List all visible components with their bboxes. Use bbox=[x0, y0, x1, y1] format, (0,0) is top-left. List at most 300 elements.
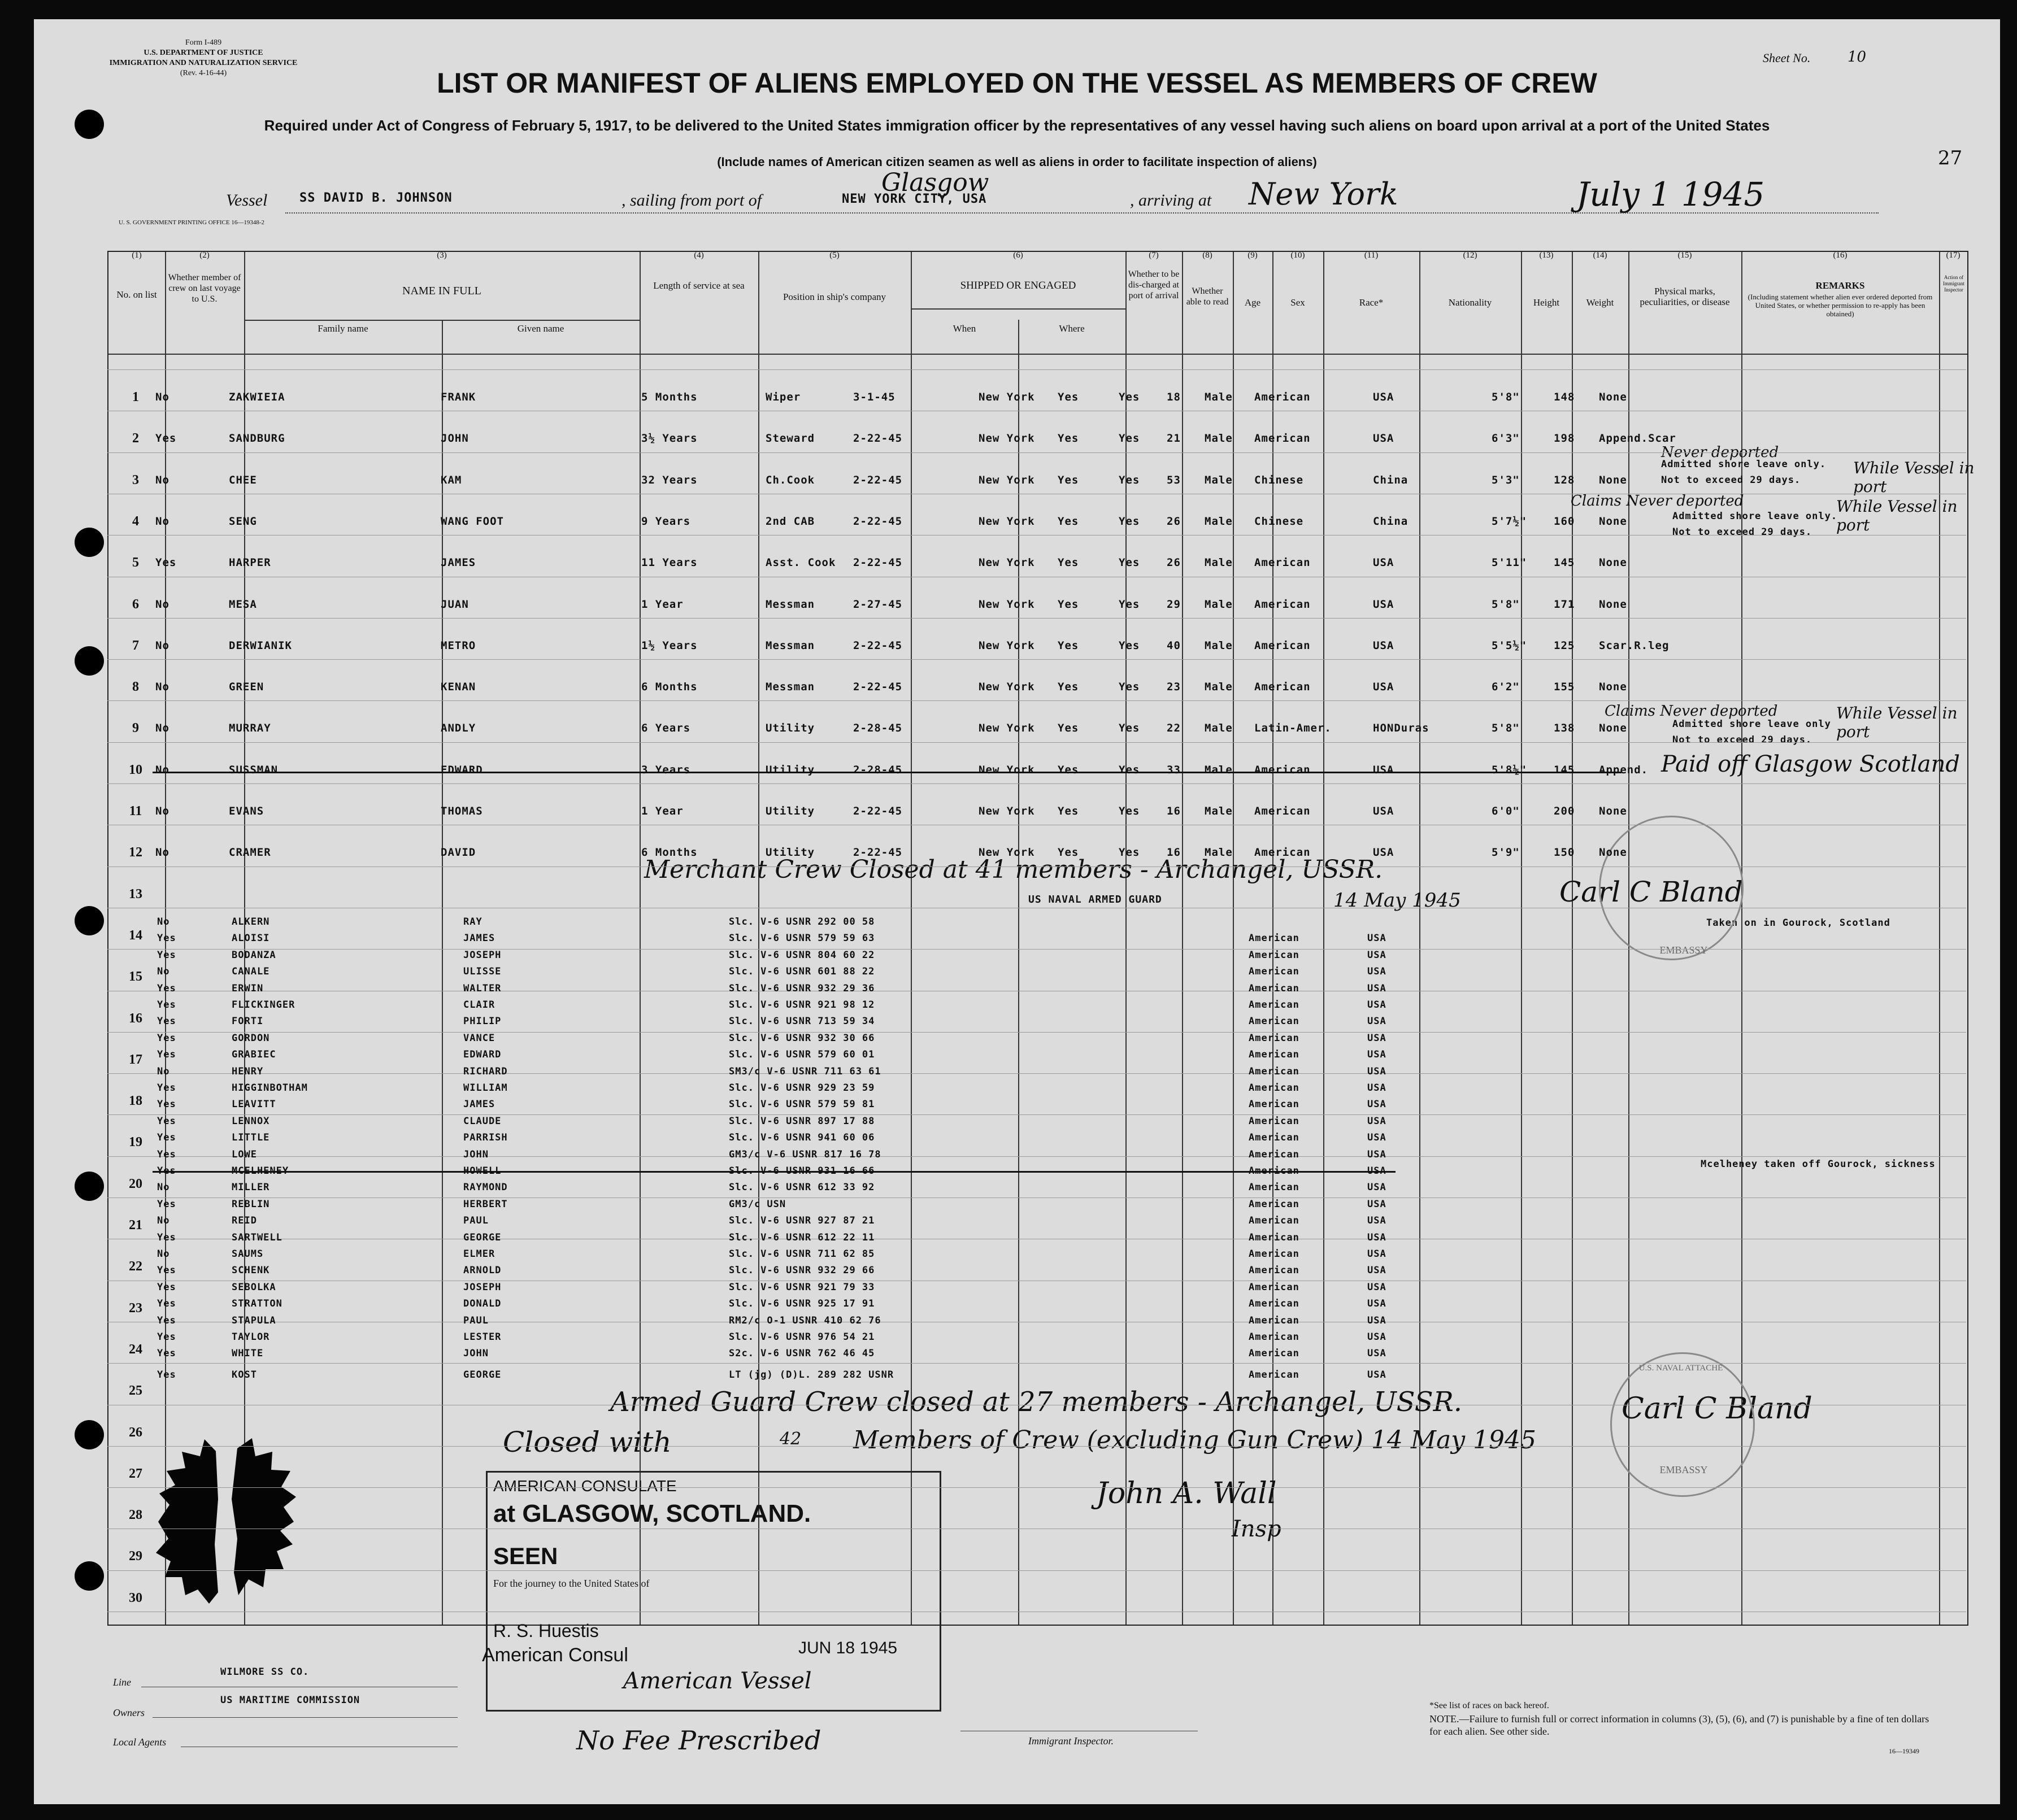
crew-marks: None bbox=[1599, 556, 1627, 569]
crew-race: American bbox=[1254, 639, 1311, 652]
crew-given: JUAN bbox=[441, 598, 469, 611]
row-number: 2 bbox=[132, 431, 139, 446]
crew-disch: Yes bbox=[1058, 432, 1079, 445]
crew-sex: Male bbox=[1205, 556, 1233, 569]
guard-given: PARRISH bbox=[463, 1132, 508, 1144]
armed-guard-heading: US NAVAL ARMED GUARD bbox=[1028, 894, 1162, 905]
guard-race: American bbox=[1249, 1099, 1299, 1111]
crew-race: Chinese bbox=[1254, 473, 1304, 486]
guard-nat: USA bbox=[1367, 1348, 1386, 1360]
crew-disch: Yes bbox=[1058, 391, 1079, 403]
column-number: (12) bbox=[1463, 251, 1477, 260]
row-line bbox=[107, 949, 1966, 950]
guard-nat: USA bbox=[1367, 1298, 1386, 1310]
vessel-label: Vessel bbox=[226, 191, 268, 210]
column-number: (14) bbox=[1593, 251, 1607, 260]
crew-length: 9 Years bbox=[641, 515, 691, 528]
column-number: (13) bbox=[1539, 251, 1554, 260]
guard-race: American bbox=[1249, 1215, 1299, 1227]
crew-sex: Male bbox=[1205, 681, 1233, 694]
crew-prev: No bbox=[155, 846, 169, 859]
crew-length: 6 Months bbox=[641, 681, 698, 694]
inspector-title: Insp bbox=[1232, 1516, 1281, 1542]
header-name: NAME IN FULL bbox=[402, 285, 481, 297]
remark-mcelheney: Mcelheney taken off Gourock, sickness bbox=[1701, 1159, 1936, 1170]
row-number: 14 bbox=[129, 928, 142, 943]
guard-given: DONALD bbox=[463, 1298, 502, 1310]
guard-pos: Slc. V-6 USNR 612 22 11 bbox=[729, 1231, 875, 1243]
guard-pos: S2c. V-6 USNR 762 46 45 bbox=[729, 1348, 875, 1360]
crew-nat: USA bbox=[1373, 763, 1394, 776]
row-number: 17 bbox=[129, 1052, 142, 1067]
guard-nat: USA bbox=[1367, 982, 1386, 994]
crew-position: Ch.Cook bbox=[766, 473, 815, 486]
guard-family: STRATTON bbox=[232, 1298, 282, 1310]
owners-rule bbox=[153, 1717, 458, 1718]
crew-length: 6 Years bbox=[641, 722, 691, 735]
crew-where: New York bbox=[979, 391, 1035, 403]
crew-height: 5'3" bbox=[1492, 473, 1520, 486]
header-no-on-list: No. on list bbox=[116, 289, 157, 300]
guard-nat: USA bbox=[1367, 1082, 1386, 1094]
row-line bbox=[107, 1446, 1966, 1447]
guard-family: HIGGINBOTHAM bbox=[232, 1082, 308, 1094]
guard-nat: USA bbox=[1367, 1265, 1386, 1277]
crew-given: THOMAS bbox=[441, 805, 483, 817]
guard-prev: No bbox=[157, 916, 170, 928]
crew-sex: Male bbox=[1205, 722, 1233, 735]
guard-family: STAPULA bbox=[232, 1314, 276, 1326]
crew-nat: USA bbox=[1373, 805, 1394, 817]
crew-where: New York bbox=[979, 805, 1035, 817]
row-number: 21 bbox=[129, 1218, 142, 1233]
punch-hole bbox=[75, 528, 104, 557]
row-line bbox=[107, 1487, 1966, 1488]
row-line bbox=[107, 1073, 1966, 1074]
officer-nationality: USA bbox=[1367, 1369, 1386, 1381]
crew-when: 2-22-45 bbox=[853, 515, 903, 528]
guard-pos: Slc. V-6 USNR 932 29 36 bbox=[729, 982, 875, 994]
crew-read: Yes bbox=[1119, 556, 1140, 569]
crew-age: 21 bbox=[1167, 432, 1181, 445]
crew-prev: No bbox=[155, 391, 169, 403]
guard-pos: Slc. V-6 USNR 932 30 66 bbox=[729, 1032, 875, 1044]
crew-prev: Yes bbox=[155, 432, 177, 445]
guard-given: JAMES bbox=[463, 1099, 495, 1111]
crew-read: Yes bbox=[1119, 598, 1140, 611]
crew-race: American bbox=[1254, 432, 1311, 445]
no-fee-prescribed: No Fee Prescribed bbox=[576, 1725, 821, 1756]
crew-read: Yes bbox=[1119, 763, 1140, 776]
header-read: Whether able to read bbox=[1186, 286, 1229, 307]
owners-value: US MARITIME COMMISSION bbox=[220, 1695, 360, 1706]
crew-length: 11 Years bbox=[641, 556, 698, 569]
crew-given: EDWARD bbox=[441, 763, 483, 776]
agents-label: Local Agents bbox=[113, 1736, 167, 1748]
crew-race: American bbox=[1254, 846, 1311, 859]
guard-family: REBLIN bbox=[232, 1198, 270, 1210]
crew-family: SENG bbox=[229, 515, 257, 528]
guard-family: BODANZA bbox=[232, 949, 276, 961]
closed-with: Closed with bbox=[503, 1426, 672, 1458]
guard-race: American bbox=[1249, 1148, 1299, 1160]
crew-disch: Yes bbox=[1058, 722, 1079, 735]
guard-given: RAYMOND bbox=[463, 1182, 508, 1194]
remark-not-exceed: Not to exceed 29 days. bbox=[1661, 474, 1801, 486]
row-number: 5 bbox=[132, 555, 139, 571]
remark-claims: Claims Never deported bbox=[1605, 703, 1778, 720]
guard-prev: Yes bbox=[157, 1314, 176, 1326]
guard-prev: No bbox=[157, 966, 170, 978]
guard-prev: No bbox=[157, 1215, 170, 1227]
crew-position: Messman bbox=[766, 681, 815, 694]
guard-given: JOHN bbox=[463, 1348, 489, 1360]
guard-race: American bbox=[1249, 1049, 1299, 1061]
crew-nat: HONDuras bbox=[1373, 722, 1429, 735]
row-number: 22 bbox=[129, 1259, 142, 1274]
embassy-seal bbox=[1599, 816, 1744, 960]
crew-age: 22 bbox=[1167, 722, 1181, 735]
guard-nat: USA bbox=[1367, 1215, 1386, 1227]
guard-given: PHILIP bbox=[463, 1016, 502, 1027]
crew-nat: China bbox=[1373, 473, 1409, 486]
stamp-consul-name: R. S. Huestis bbox=[493, 1621, 599, 1641]
row-number: 24 bbox=[129, 1342, 142, 1357]
crew-given: METRO bbox=[441, 639, 476, 652]
guard-race: American bbox=[1249, 1082, 1299, 1094]
guard-given: ULISSE bbox=[463, 966, 502, 978]
guard-nat: USA bbox=[1367, 1248, 1386, 1260]
column-number: (17) bbox=[1946, 251, 1961, 260]
crew-height: 6'3" bbox=[1492, 432, 1520, 445]
header-height: Height bbox=[1533, 297, 1560, 308]
guard-race: American bbox=[1249, 1265, 1299, 1277]
crew-when: 2-22-45 bbox=[853, 473, 903, 486]
crew-where: New York bbox=[979, 556, 1035, 569]
crew-family: ZAKWIEIA bbox=[229, 391, 285, 403]
crew-position: 2nd CAB bbox=[766, 515, 815, 528]
guard-given: JOSEPH bbox=[463, 949, 502, 961]
crew-position: Utility bbox=[766, 722, 815, 735]
row-number: 27 bbox=[129, 1466, 142, 1481]
crew-prev: No bbox=[155, 681, 169, 694]
guard-family: SCHENK bbox=[232, 1265, 270, 1277]
members-of-crew: Members of Crew (excluding Gun Crew) 14 May 1945 bbox=[853, 1426, 1537, 1455]
crew-race: American bbox=[1254, 763, 1311, 776]
row-number: 12 bbox=[129, 845, 142, 860]
guard-given: WILLIAM bbox=[463, 1082, 508, 1094]
guard-nat: USA bbox=[1367, 1115, 1386, 1127]
guard-pos: Slc. V-6 USNR 579 60 01 bbox=[729, 1049, 875, 1061]
crew-nat: China bbox=[1373, 515, 1409, 528]
row-number: 23 bbox=[129, 1300, 142, 1316]
guard-given: PAUL bbox=[463, 1314, 489, 1326]
crew-family: MESA bbox=[229, 598, 257, 611]
guard-nat: USA bbox=[1367, 1099, 1386, 1111]
guard-nat: USA bbox=[1367, 1032, 1386, 1044]
guard-race: American bbox=[1249, 966, 1299, 978]
row-line bbox=[107, 1114, 1966, 1115]
sheet-label: Sheet No. bbox=[1763, 51, 1811, 65]
penalty-note: NOTE.—Failure to furnish full or correct information in columns (3), (5), (6), and (7) is punishable by a fine of ten dollars for each alien. See other side. bbox=[1429, 1713, 1929, 1737]
guard-pos: Slc. V-6 USNR 804 60 22 bbox=[729, 949, 875, 961]
line-value: WILMORE SS CO. bbox=[220, 1666, 310, 1678]
guard-family: ERWIN bbox=[232, 982, 264, 994]
guard-nat: USA bbox=[1367, 1065, 1386, 1077]
form-service: IMMIGRATION AND NATURALIZATION SERVICE bbox=[109, 59, 298, 67]
guard-given: RICHARD bbox=[463, 1065, 508, 1077]
guard-given: CLAUDE bbox=[463, 1115, 502, 1127]
guard-race: American bbox=[1249, 1231, 1299, 1243]
row-line bbox=[107, 1156, 1966, 1157]
crew-sex: Male bbox=[1205, 432, 1233, 445]
stamp-seen: SEEN bbox=[493, 1543, 558, 1569]
guard-pos: Slc. V-6 USNR 931 16 66 bbox=[729, 1165, 875, 1177]
crew-disch: Yes bbox=[1058, 639, 1079, 652]
guard-pos: Slc. V-6 USNR 927 87 21 bbox=[729, 1215, 875, 1227]
crew-height: 5'8½" bbox=[1492, 763, 1527, 776]
inspector-label: Immigrant Inspector. bbox=[1028, 1735, 1114, 1747]
column-number: (3) bbox=[437, 251, 447, 260]
crew-read: Yes bbox=[1119, 681, 1140, 694]
guard-nat: USA bbox=[1367, 1148, 1386, 1160]
guard-given: JOSEPH bbox=[463, 1281, 502, 1293]
crew-prev: No bbox=[155, 763, 169, 776]
crew-prev: No bbox=[155, 805, 169, 817]
crew-given: DAVID bbox=[441, 846, 476, 859]
crew-sex: Male bbox=[1205, 515, 1233, 528]
crew-position: Steward bbox=[766, 432, 815, 445]
header-given-name: Given name bbox=[517, 323, 564, 334]
guard-pos: Slc. V-6 USNR 925 17 91 bbox=[729, 1298, 875, 1310]
crew-length: 6 Months bbox=[641, 846, 698, 859]
guard-prev: Yes bbox=[157, 1331, 176, 1343]
crew-age: 40 bbox=[1167, 639, 1181, 652]
form-code: 16—19349 bbox=[1889, 1747, 1919, 1755]
header-age: Age bbox=[1244, 297, 1261, 308]
officer-position: LT (jg) (D)L. 289 282 USNR bbox=[729, 1369, 894, 1381]
crew-weight: 160 bbox=[1554, 515, 1575, 528]
guard-pos: Slc. V-6 USNR 711 62 85 bbox=[729, 1248, 875, 1260]
guard-nat: USA bbox=[1367, 1132, 1386, 1144]
guard-race: American bbox=[1249, 949, 1299, 961]
crew-weight: 155 bbox=[1554, 681, 1575, 694]
column-number: (1) bbox=[132, 251, 142, 260]
crew-family: SANDBURG bbox=[229, 432, 285, 445]
remark-paid-off: Paid off Glasgow Scotland bbox=[1661, 751, 1960, 777]
header-race: Race* bbox=[1359, 297, 1384, 308]
guard-race: American bbox=[1249, 1032, 1299, 1044]
crew-length: 1 Year bbox=[641, 805, 684, 817]
crew-race: American bbox=[1254, 598, 1311, 611]
guard-prev: Yes bbox=[157, 1348, 176, 1360]
column-number: (6) bbox=[1013, 251, 1023, 260]
crew-family: CHEE bbox=[229, 473, 257, 486]
punch-hole bbox=[75, 1420, 104, 1449]
naval-seal-text: U.S. NAVAL ATTACHE bbox=[1638, 1364, 1723, 1373]
form-rev: (Rev. 4-16-44) bbox=[180, 69, 227, 77]
guard-given: VANCE bbox=[463, 1032, 495, 1044]
crew-height: 5'8" bbox=[1492, 598, 1520, 611]
crew-height: 5'11" bbox=[1492, 556, 1527, 569]
guard-family: MCELHENEY bbox=[232, 1165, 289, 1177]
guard-prev: Yes bbox=[157, 999, 176, 1011]
crew-when: 2-27-45 bbox=[853, 598, 903, 611]
crew-marks: None bbox=[1599, 722, 1627, 735]
crew-family: DERWIANIK bbox=[229, 639, 292, 652]
crew-prev: No bbox=[155, 639, 169, 652]
guard-race: American bbox=[1249, 1165, 1299, 1177]
header-weight: Weight bbox=[1586, 297, 1614, 308]
crew-age: 26 bbox=[1167, 556, 1181, 569]
header-sex: Sex bbox=[1290, 297, 1305, 308]
crew-prev: Yes bbox=[155, 556, 177, 569]
crew-height: 5'9" bbox=[1492, 846, 1520, 859]
crew-position: Asst. Cook bbox=[766, 556, 836, 569]
header-position: Position in ship's company bbox=[783, 291, 886, 302]
guard-pos: RM2/c O-1 USNR 410 62 76 bbox=[729, 1314, 881, 1326]
remark-never-deported: Never deported bbox=[1661, 444, 1779, 461]
crew-disch: Yes bbox=[1058, 556, 1079, 569]
column-number: (7) bbox=[1149, 251, 1159, 260]
arriving-label: , arriving at bbox=[1130, 191, 1212, 210]
crew-nat: USA bbox=[1373, 391, 1394, 403]
crew-weight: 128 bbox=[1554, 473, 1575, 486]
crew-height: 5'7½" bbox=[1492, 515, 1527, 528]
crew-sex: Male bbox=[1205, 763, 1233, 776]
crew-sex: Male bbox=[1205, 805, 1233, 817]
guard-nat: USA bbox=[1367, 1016, 1386, 1027]
crew-disch: Yes bbox=[1058, 763, 1079, 776]
crew-height: 5'5½" bbox=[1492, 639, 1527, 652]
guard-prev: Yes bbox=[157, 1032, 176, 1044]
guard-race: American bbox=[1249, 933, 1299, 944]
guard-given: ELMER bbox=[463, 1248, 495, 1260]
guard-prev: Yes bbox=[157, 1198, 176, 1210]
crew-family: GREEN bbox=[229, 681, 264, 694]
crew-where: New York bbox=[979, 515, 1035, 528]
guard-prev: No bbox=[157, 1182, 170, 1194]
crew-weight: 198 bbox=[1554, 432, 1575, 445]
guard-nat: USA bbox=[1367, 1182, 1386, 1194]
guard-given: RAY bbox=[463, 916, 482, 928]
form-number: Form I-489 bbox=[185, 38, 222, 47]
column-number: (8) bbox=[1202, 251, 1212, 260]
crew-read: Yes bbox=[1119, 432, 1140, 445]
remark-not-exceed: Not to exceed 29 days. bbox=[1672, 526, 1812, 538]
guard-given: JOHN bbox=[463, 1148, 489, 1160]
guard-given: PAUL bbox=[463, 1215, 489, 1227]
crew-sex: Male bbox=[1205, 846, 1233, 859]
row-number: 8 bbox=[132, 680, 139, 695]
crew-marks: None bbox=[1599, 473, 1627, 486]
header-shipped: SHIPPED OR ENGAGED bbox=[960, 280, 1076, 291]
crew-weight: 125 bbox=[1554, 639, 1575, 652]
header-member-us: Whether member of crew on last voyage to U.S. bbox=[168, 273, 241, 304]
crew-length: 1 Year bbox=[641, 598, 684, 611]
crew-given: JOHN bbox=[441, 432, 469, 445]
remark-while-vessel: While Vessel in port bbox=[1853, 459, 1975, 496]
printing-office: U. S. GOVERNMENT PRINTING OFFICE 16—19348-2 bbox=[119, 219, 265, 226]
header-remarks: REMARKS bbox=[1815, 280, 1865, 291]
crew-age: 16 bbox=[1167, 846, 1181, 859]
guard-family: LOWE bbox=[232, 1148, 257, 1160]
crew-length: 3 Years bbox=[641, 763, 691, 776]
crew-race: Chinese bbox=[1254, 515, 1304, 528]
crew-when: 2-22-45 bbox=[853, 681, 903, 694]
guard-nat: USA bbox=[1367, 1165, 1386, 1177]
remark-shore-leave: Admitted shore leave only bbox=[1672, 719, 1831, 730]
row-number: 30 bbox=[129, 1590, 142, 1605]
crew-where: New York bbox=[979, 598, 1035, 611]
row-line bbox=[107, 1570, 1966, 1571]
header-where: Where bbox=[1059, 323, 1085, 334]
guard-race: American bbox=[1249, 1348, 1299, 1360]
remark-while-vessel: While Vessel in port bbox=[1836, 497, 1958, 534]
crew-position: Messman bbox=[766, 639, 815, 652]
crew-when: 2-22-45 bbox=[853, 556, 903, 569]
guard-prev: Yes bbox=[157, 1298, 176, 1310]
crew-age: 16 bbox=[1167, 805, 1181, 817]
row-number: 3 bbox=[132, 472, 139, 487]
crew-where: New York bbox=[979, 639, 1035, 652]
guard-prev: Yes bbox=[157, 1115, 176, 1127]
crew-nat: USA bbox=[1373, 556, 1394, 569]
crew-length: 1½ Years bbox=[641, 639, 698, 652]
guard-race: American bbox=[1249, 1314, 1299, 1326]
crew-read: Yes bbox=[1119, 391, 1140, 403]
row-number: 20 bbox=[129, 1176, 142, 1191]
guard-pos: Slc. V-6 USNR 579 59 81 bbox=[729, 1099, 875, 1111]
crew-race: American bbox=[1254, 681, 1311, 694]
remark-gourock: Taken on in Gourock, Scotland bbox=[1706, 917, 1890, 929]
crew-family: HARPER bbox=[229, 556, 271, 569]
row-number: 11 bbox=[129, 804, 142, 818]
crew-given: KENAN bbox=[441, 681, 476, 694]
row-number: 26 bbox=[129, 1425, 142, 1440]
crew-read: Yes bbox=[1119, 805, 1140, 817]
row-number: 9 bbox=[132, 721, 139, 736]
stamp-vessel: American Vessel bbox=[623, 1668, 812, 1694]
vessel-name: SS DAVID B. JOHNSON bbox=[299, 191, 453, 205]
column-number: (9) bbox=[1247, 251, 1258, 260]
remark-claims: Claims Never deported bbox=[1571, 493, 1744, 510]
crew-prev: No bbox=[155, 473, 169, 486]
crew-read: Yes bbox=[1119, 473, 1140, 486]
row-line bbox=[107, 618, 1966, 619]
guard-nat: USA bbox=[1367, 1049, 1386, 1061]
remark-shore-leave: Admitted shore leave only. bbox=[1672, 511, 1838, 522]
remark-shore-leave: Admitted shore leave only. bbox=[1661, 459, 1827, 470]
gold-seal bbox=[153, 1431, 299, 1612]
arriving-port: New York bbox=[1249, 176, 1398, 212]
header-remarks-note: (Including statement whether alien ever ordered deported from United States, or whether permission to re-apply has been obtained) bbox=[1748, 293, 1933, 318]
punch-hole bbox=[75, 646, 104, 676]
crew-prev: No bbox=[155, 598, 169, 611]
form-subtitle: Required under Act of Congress of February 5, 1917, to be delivered to the United States immigration officer by the representatives of any vessel having such aliens on board upon arrival at a port of the United States bbox=[264, 117, 1770, 134]
guard-race: American bbox=[1249, 1016, 1299, 1027]
crew-weight: 145 bbox=[1554, 556, 1575, 569]
crew-age: 53 bbox=[1167, 473, 1181, 486]
crew-weight: 148 bbox=[1554, 391, 1575, 403]
guard-family: LENNOX bbox=[232, 1115, 270, 1127]
crew-marks: None bbox=[1599, 846, 1627, 859]
crew-race: American bbox=[1254, 805, 1311, 817]
guard-nat: USA bbox=[1367, 1281, 1386, 1293]
line-label: Line bbox=[113, 1677, 132, 1688]
guard-race: American bbox=[1249, 1248, 1299, 1260]
crew-where: New York bbox=[979, 846, 1035, 859]
